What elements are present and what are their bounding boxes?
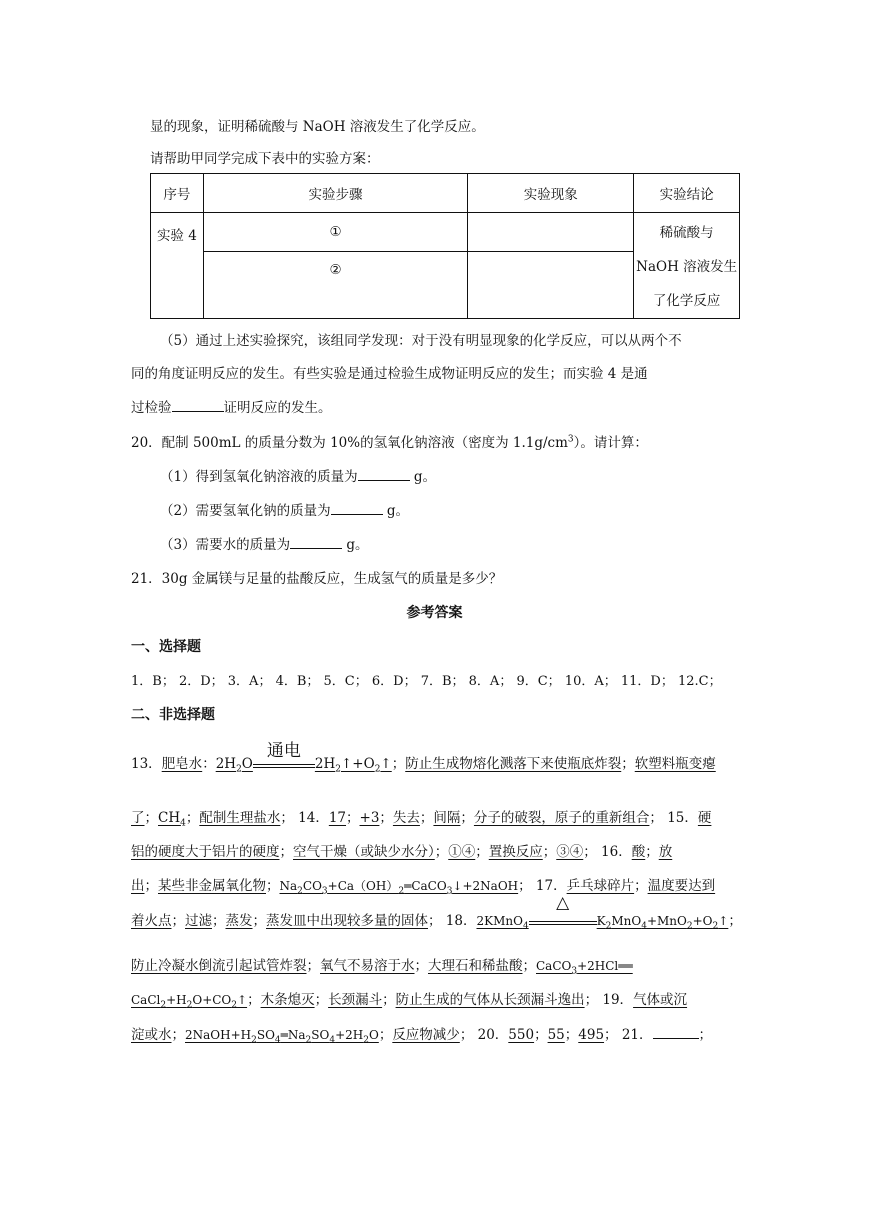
electrolysis-condition: 通电	[253, 756, 315, 768]
conclusion-line-3: 了化学反应	[652, 292, 721, 309]
step-1: ①	[203, 213, 468, 252]
header-conclusion: 实验结论	[634, 174, 740, 213]
phenomenon-1	[468, 213, 634, 252]
answer-line-6: 防止冷凝水倒流引起试管炸裂；氧气不易溶于水；大理石和稀盐酸；CaCO$_3$+2HCl══	[131, 958, 633, 977]
conclusion-line-2: NaOH 溶液发生	[636, 258, 738, 275]
conclusion-line-1: 稀硫酸与	[659, 224, 714, 241]
q20-stem: 20．配制 500mL 的质量分数为 10%的氢氧化钠溶液（密度为 $1.1g/cm^3$）。请计算：	[131, 434, 648, 451]
row-label: 实验 4	[151, 213, 204, 319]
header-phenomenon: 实验现象	[468, 174, 634, 213]
answer-blank	[653, 1024, 699, 1039]
section-choice: 一、选择题	[131, 639, 201, 655]
answer-line-5: 着火点；过滤；蒸发；蒸发皿中出现较多量的固体； 18．2KMnO$_4$ △ $K_2MnO_4+MnO_2+O_2↑$；	[131, 893, 742, 932]
answer-title: 参考答案	[406, 605, 463, 621]
choice-answers: 1．B； 2．D； 3．A； 4．B； 5．C； 6．D； 7．B； 8．A； 9．C； 10．A； 11．D； 12.C；	[131, 674, 722, 689]
q5-line-3: 过检验 证明反应的发生。	[131, 396, 332, 416]
q5-line-1: （5）通过上述实验探究，该组同学发现：对于没有明显现象的化学反应，可以从两个不	[160, 333, 682, 349]
answer-blank	[172, 397, 224, 412]
q21: 21．30g 金属镁与足量的盐酸反应，生成氢气的质量是多少？	[131, 571, 503, 587]
phenomenon-2	[468, 252, 634, 319]
q20-part-2: （2）需要氢氧化钠的质量为 g。	[160, 499, 409, 519]
answer-blank	[290, 534, 342, 549]
heating-condition: △	[529, 913, 597, 925]
answer-blank	[358, 466, 410, 481]
intro-line-2: 请帮助甲同学完成下表中的实验方案：	[150, 151, 380, 167]
q5-line-2: 同的角度证明反应的发生。有些实验是通过检验生成物证明反应的发生；而实验 4 是通	[131, 366, 648, 382]
experiment-table	[150, 173, 740, 319]
conclusion-cell	[634, 213, 740, 319]
answer-line-7: $CaCl_2+H_2O+CO_2↑$；木条熄灭；长颈漏斗；防止生成的气体从长颈漏斗逸出； 19．气体或沉	[131, 992, 688, 1011]
answer-line-2: 了；$CH_4$；配制生理盐水； 14．17；+3；失去；间隔；分子的破裂，原子的重新组合； 15．硬	[131, 810, 712, 829]
answer-line-4: 出；某些非金属氧化物；$Na_2CO_3+Ca(OH)_2═CaCO_3↓+2NaOH$； 17．乒乓球碎片；温度要达到	[131, 878, 716, 897]
q20-part-3: （3）需要水的质量为 g。	[160, 533, 369, 553]
answer-blank	[331, 500, 383, 515]
answer-line-8: 淀或水；$2NaOH+H_2SO_4═Na_2SO_4+2H_2O$；反应物减少； 20．550；55；495； 21． ；	[131, 1023, 712, 1045]
step-2: ②	[203, 252, 468, 319]
intro-line-1: 显的现象，证明稀硫酸与 NaOH 溶液发生了化学反应。	[150, 119, 485, 135]
header-steps: 实验步骤	[203, 174, 468, 213]
q20-part-1: （1）得到氢氧化钠溶液的质量为 g。	[160, 465, 436, 485]
header-index: 序号	[151, 174, 204, 213]
section-non-choice: 二、非选择题	[131, 707, 215, 723]
answer-line-3: 铝的硬度大于铝片的硬度；空气干燥（或缺少水分）；①④；置换反应；③④； 16．酸；放	[131, 844, 673, 860]
answer-13: 13．肥皂水：$2H_2O$ 通电 $2H_2↑+O_2↑$；防止生成物熔化溅落下来使瓶底炸裂；软塑料瓶变瘪	[131, 741, 716, 775]
